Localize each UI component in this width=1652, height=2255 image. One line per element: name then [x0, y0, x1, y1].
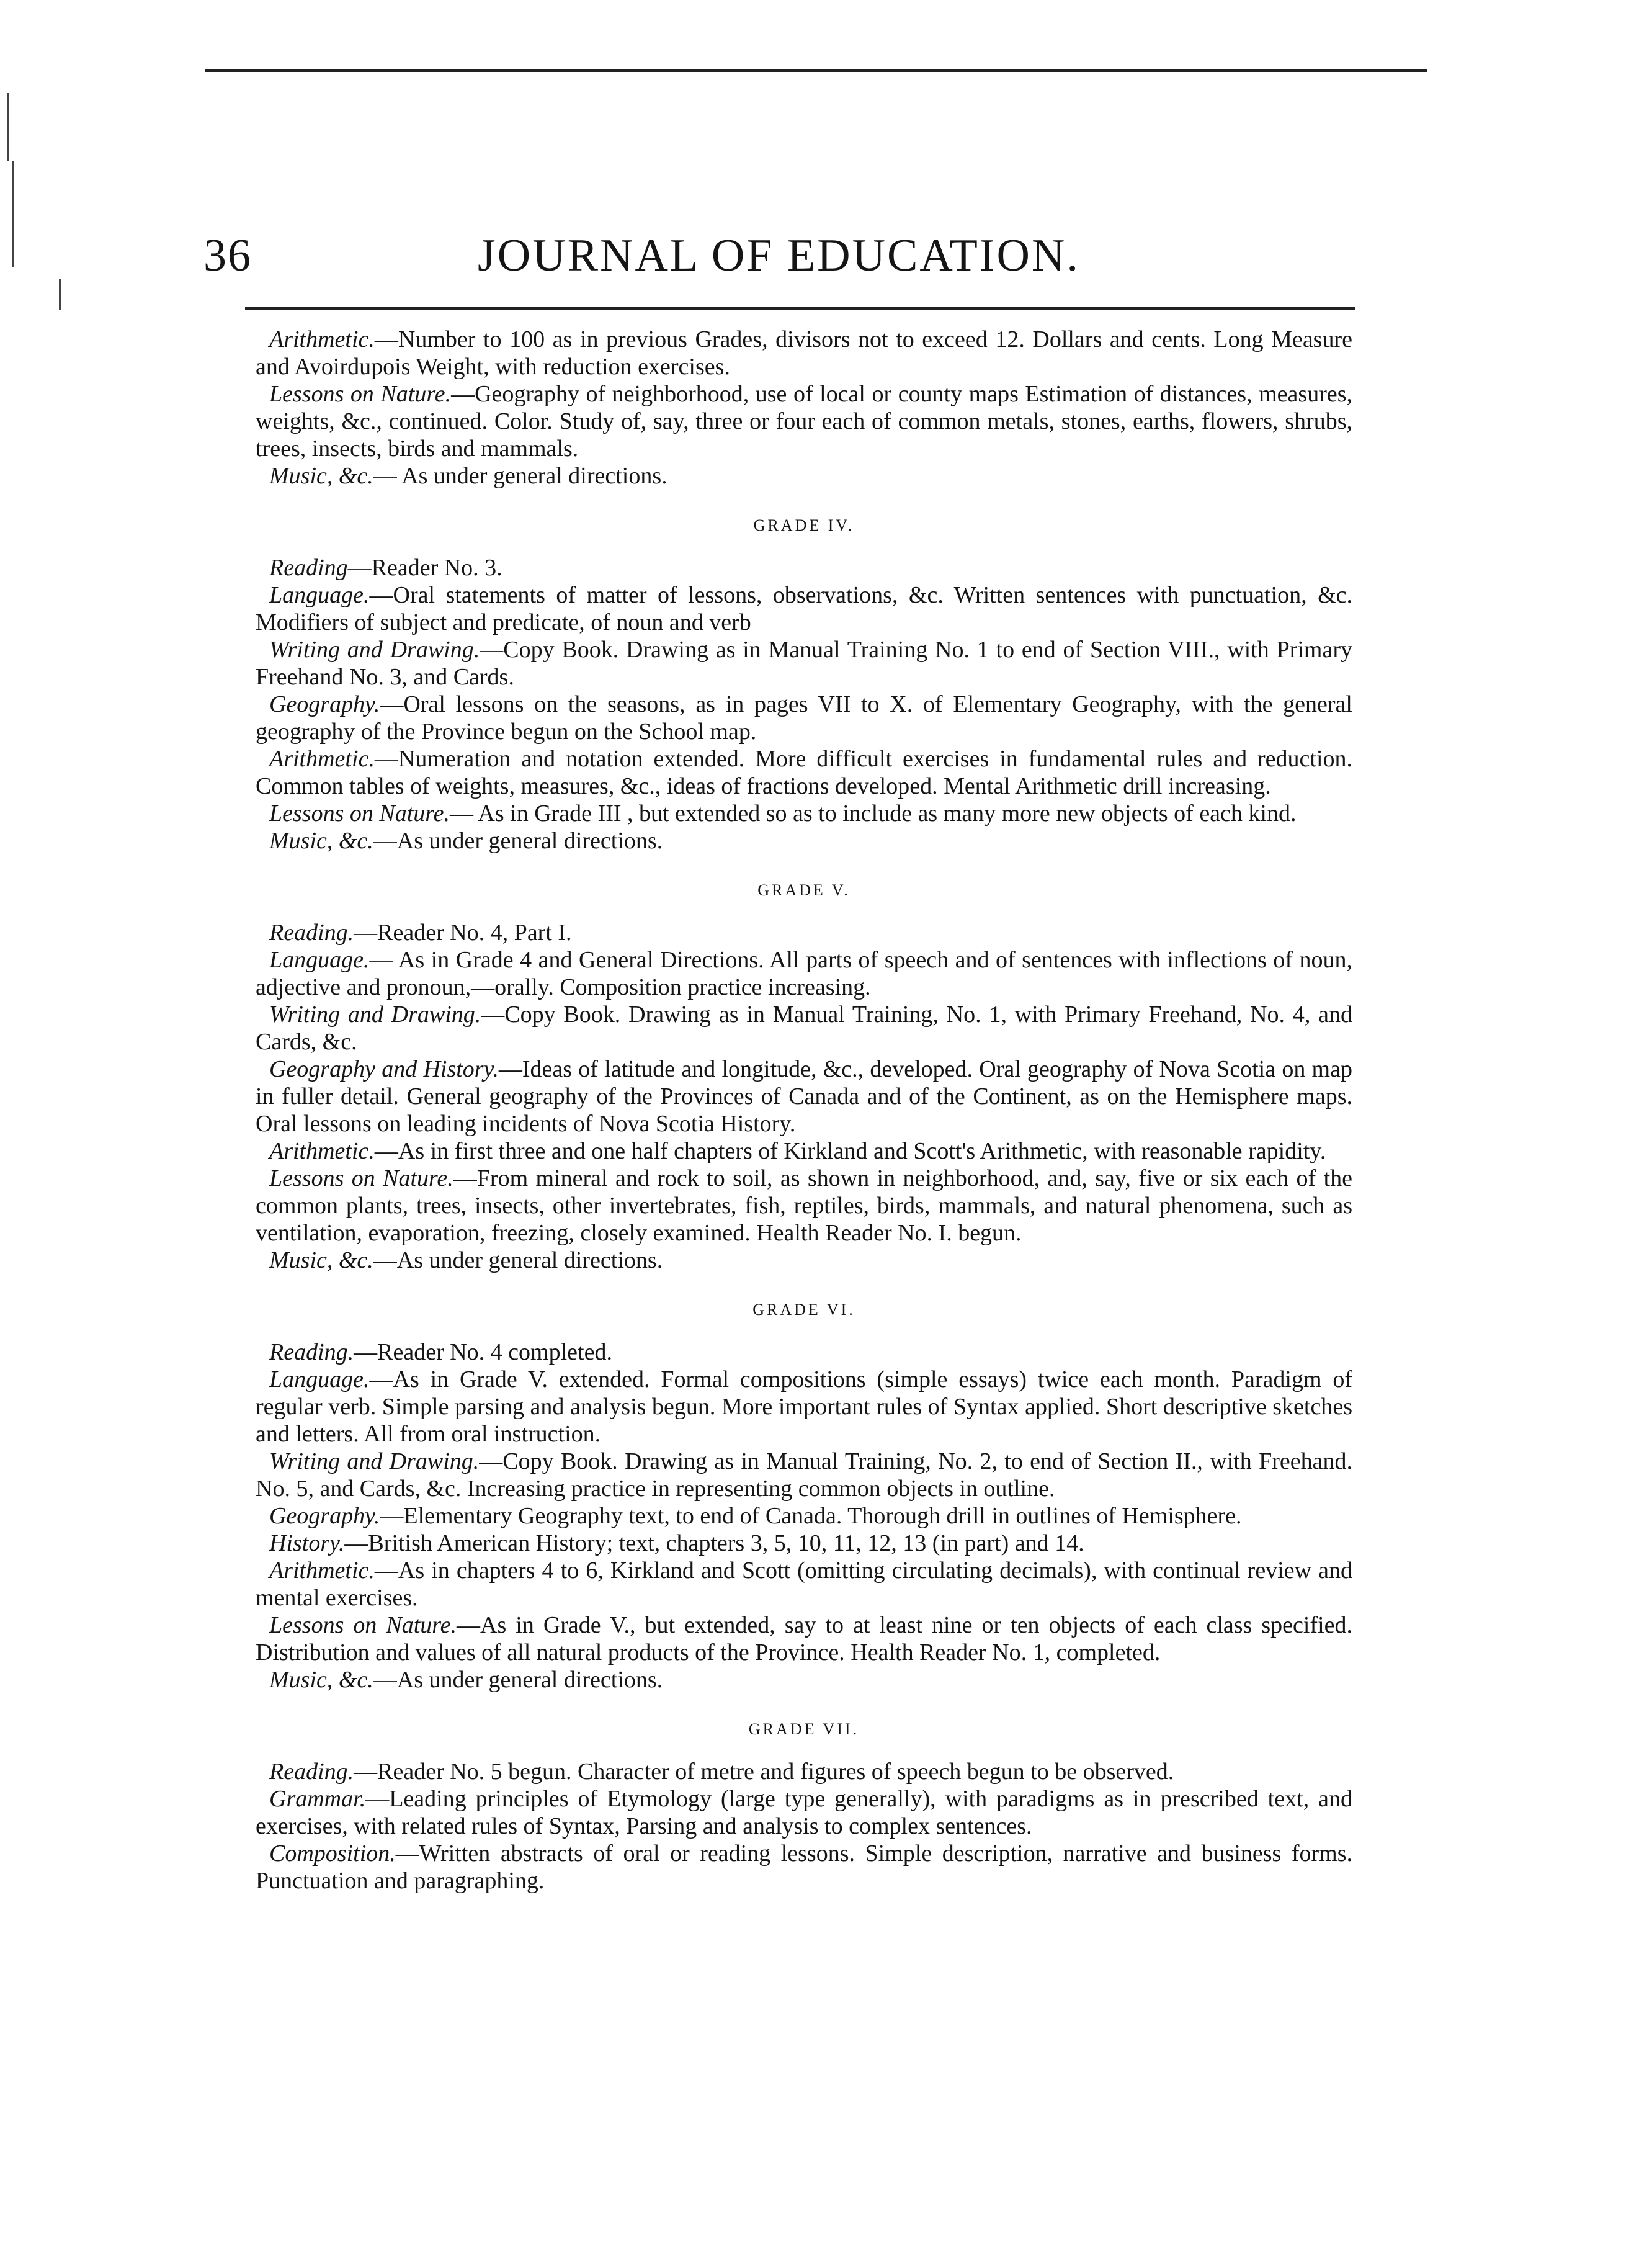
subject-label: Reading. — [269, 1759, 354, 1785]
subject-text: —British American History; text, chapters 3, 5, 10, 11, 12, 13 (in part) and 14. — [344, 1530, 1084, 1556]
subject-label: Language. — [269, 1366, 370, 1392]
subject-label: Composition. — [269, 1840, 396, 1867]
subject-text: —As under general directions. — [373, 828, 663, 854]
syllabus-paragraph — [256, 1056, 1352, 1137]
subject-text: —Oral statements of matter of lessons, observations, &c. Written sentences with punctuation, &c. Modifiers of subject and predicate, of noun and verb — [256, 582, 1352, 635]
scan-mark — [59, 279, 61, 310]
syllabus-paragraph — [256, 1530, 1352, 1557]
subject-label: Language. — [269, 947, 370, 973]
subject-text: —As in chapters 4 to 6, Kirkland and Scott (omitting circulating decimals), with continual review and mental exercises. — [256, 1558, 1352, 1611]
syllabus-paragraph — [256, 380, 1352, 462]
subject-text: —Reader No. 4 completed. — [354, 1339, 612, 1365]
syllabus-paragraph — [256, 1338, 1352, 1366]
subject-label: Reading. — [269, 1339, 354, 1365]
subject-text: —Copy Book. Drawing as in Manual Training No. 1 to end of Section VIII., with Primary Freehand No. 3, and Cards. — [256, 637, 1352, 690]
subject-label: Music, &c. — [269, 1667, 373, 1693]
subject-text: —As under general directions. — [373, 1247, 663, 1273]
scan-mark — [12, 161, 14, 267]
subject-text: —As in Grade V., but extended, say to at least nine or ten objects of each class specified. Distribution and values of all natural products of the Province. Health Reader No. 1, completed. — [256, 1612, 1353, 1665]
subject-label: Writing and Drawing. — [269, 1448, 480, 1474]
scan-mark — [7, 93, 9, 161]
syllabus-paragraph — [256, 1758, 1352, 1785]
subject-label: Arithmetic. — [269, 326, 375, 352]
syllabus-paragraph — [256, 1001, 1352, 1056]
syllabus-paragraph — [256, 1557, 1352, 1612]
syllabus-paragraph — [256, 1448, 1352, 1502]
subject-text: —As in Grade V. extended. Formal compositions (simple essays) twice each month. Paradigm of regular verb. Simple parsing and analysis begun. More important rules of Syntax applied. Short descriptive sketches and letters. All from oral instruction. — [256, 1366, 1352, 1447]
syllabus-paragraph — [256, 1165, 1352, 1247]
syllabus-paragraph — [256, 581, 1352, 636]
running-head-title: JOURNAL OF EDUCATION. — [478, 230, 1080, 281]
subject-label: Music, &c. — [269, 828, 373, 854]
syllabus-paragraph — [256, 1840, 1352, 1894]
syllabus-paragraph — [256, 1366, 1352, 1448]
syllabus-paragraph — [256, 326, 1352, 380]
syllabus-paragraph — [256, 636, 1352, 691]
page-number: 36 — [203, 230, 252, 281]
subject-label: Grammar. — [269, 1786, 366, 1812]
subject-label: Reading — [269, 555, 348, 581]
syllabus-paragraph — [256, 946, 1352, 1001]
subject-label: Arithmetic. — [269, 746, 375, 772]
syllabus-paragraph — [256, 745, 1352, 800]
syllabus-paragraph — [256, 1247, 1352, 1274]
subject-label: Lessons on Nature. — [269, 1612, 457, 1638]
subject-text: — As in Grade 4 and General Directions. All parts of speech and of sentences with inflections of noun, adjective and pronoun,—orally. Composition practice increasing. — [256, 947, 1352, 1000]
subject-text: —As under general directions. — [373, 1667, 663, 1693]
subject-text: —Geography of neighborhood, use of local or county maps Estimation of distances, measures, weights, &c., continued. Color. Study of, say, three or four each of common metals, stones, earths, flowers, shrubs, trees, insects, birds and mammals. — [256, 381, 1353, 462]
syllabus-paragraph — [256, 1785, 1352, 1840]
subject-text: —Copy Book. Drawing as in Manual Training, No. 2, to end of Section II., with Freehand. No. 5, and Cards, &c. Increasing practice in representing common objects in outline. — [256, 1448, 1352, 1502]
subject-text: — As under general directions. — [373, 463, 667, 489]
syllabus-paragraph — [256, 800, 1352, 827]
grade-heading: GRADE VI. — [752, 1301, 855, 1319]
syllabus-paragraph — [256, 691, 1352, 745]
subject-label: Language. — [269, 582, 370, 608]
syllabus-paragraph — [256, 1502, 1352, 1530]
subject-label: Lessons on Nature. — [269, 800, 450, 827]
grade-heading: GRADE IV. — [753, 516, 855, 534]
subject-text: —Ideas of latitude and longitude, &c., developed. Oral geography of Nova Scotia on map in fuller detail. General geography of the Provinces of Canada and of the Continent, as on the Hemisphere maps. Oral lessons on leading incidents of Nova Scotia History. — [256, 1056, 1352, 1137]
syllabus-paragraph — [256, 554, 1352, 581]
grade-heading: GRADE VII. — [748, 1720, 860, 1738]
syllabus-paragraph — [256, 1666, 1352, 1693]
top-rule — [205, 69, 1427, 72]
document-body — [256, 326, 1352, 1894]
subject-label: Arithmetic. — [269, 1138, 375, 1164]
grade-heading: GRADE V. — [757, 881, 851, 899]
subject-text: —Reader No. 4, Part I. — [354, 920, 572, 946]
subject-label: Music, &c. — [269, 1247, 373, 1273]
subject-label: Geography. — [269, 691, 380, 717]
subject-text: —Numeration and notation extended. More difficult exercises in fundamental rules and reduction. Common tables of weights, measures, &c., ideas of fractions developed. Mental Arithmetic drill increasing. — [256, 746, 1352, 799]
subject-text: —Leading principles of Etymology (large type generally), with paradigms as in prescribed text, and exercises, with related rules of Syntax, Parsing and analysis to complex sentences. — [256, 1786, 1352, 1839]
subject-label: Music, &c. — [269, 463, 373, 489]
subject-label: Writing and Drawing. — [269, 1002, 481, 1028]
subject-text: —Oral lessons on the seasons, as in pages VII to X. of Elementary Geography, with the general geography of the Province begun on the School map. — [256, 691, 1352, 745]
syllabus-paragraph — [256, 462, 1352, 490]
header-rule — [245, 307, 1355, 310]
subject-text: —From mineral and rock to soil, as shown in neighborhood, and, say, five or six each of the common plants, trees, insects, other invertebrates, fish, reptiles, birds, mammals, and natural phenomena, such as ventilation, evaporation, freezing, closely examined. Health Reader No. I. begun. — [256, 1165, 1352, 1246]
subject-text: —Reader No. 3. — [347, 555, 502, 581]
subject-label: Lessons on Nature. — [269, 381, 452, 407]
subject-text: —Elementary Geography text, to end of Canada. Thorough drill in outlines of Hemisphere. — [380, 1503, 1242, 1529]
subject-label: Writing and Drawing. — [269, 637, 480, 663]
syllabus-paragraph — [256, 827, 1352, 854]
subject-label: Geography. — [269, 1503, 380, 1529]
subject-text: —As in first three and one half chapters of Kirkland and Scott's Arithmetic, with reasonable rapidity. — [374, 1138, 1326, 1164]
subject-text: —Copy Book. Drawing as in Manual Training, No. 1, with Primary Freehand, No. 4, and Cards, &c. — [256, 1002, 1353, 1055]
syllabus-paragraph — [256, 1612, 1352, 1666]
subject-label: Lessons on Nature. — [269, 1165, 453, 1191]
syllabus-paragraph — [256, 1137, 1352, 1165]
subject-label: Geography and History. — [269, 1056, 499, 1082]
subject-text: —Number to 100 as in previous Grades, divisors not to exceed 12. Dollars and cents. Long Measure and Avoirdupois Weight, with reduction exercises. — [256, 326, 1352, 380]
subject-label: Arithmetic. — [269, 1558, 375, 1584]
subject-text: —Reader No. 5 begun. Character of metre and figures of speech begun to be observed. — [354, 1759, 1174, 1785]
subject-text: —Written abstracts of oral or reading lessons. Simple description, narrative and business forms. Punctuation and paragraphing. — [256, 1840, 1352, 1894]
syllabus-paragraph — [256, 919, 1352, 946]
subject-label: Reading. — [269, 920, 354, 946]
subject-label: History. — [269, 1530, 345, 1556]
subject-text: — As in Grade III , but extended so as to include as many more new objects of each kind. — [450, 800, 1297, 827]
